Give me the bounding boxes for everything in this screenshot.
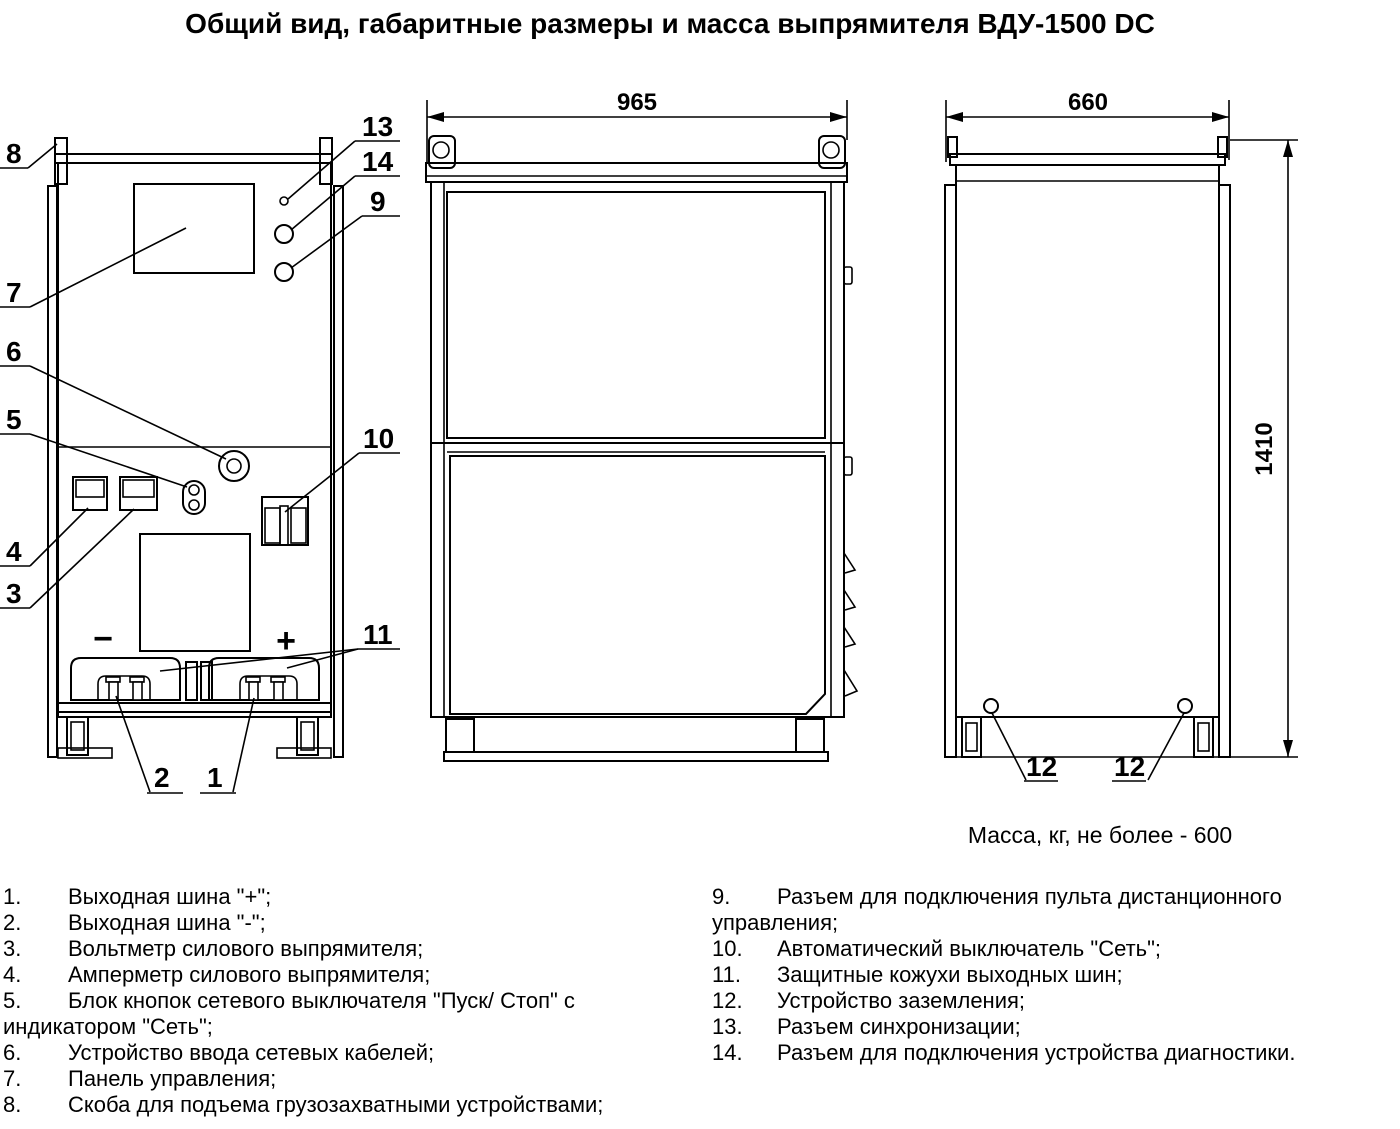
callout-14: 14: [362, 146, 394, 177]
dimension-1410: 1410: [1251, 422, 1278, 476]
legend-item-number: 4.: [3, 962, 22, 987]
callout-7: 7: [6, 277, 22, 308]
output-bus-cover-minus: [71, 658, 180, 700]
legend-item-number: 11.: [712, 962, 741, 987]
legend-item-text: Устройство ввода сетевых кабелей;: [68, 1040, 435, 1065]
legend-item-4: [3, 962, 671, 988]
side-lower-door: [450, 456, 825, 714]
legend-item-14: [712, 1040, 1352, 1066]
lifting-bar: [55, 154, 332, 163]
legend-left-column: [3, 884, 671, 1118]
output-bus-bar-plus: [201, 662, 212, 700]
legend-item-12: [712, 988, 1352, 1014]
legend-item-9: [712, 884, 1352, 936]
legend-item-text: Панель управления;: [68, 1066, 277, 1091]
back-rail-left: [945, 185, 956, 757]
callout-8: 8: [6, 138, 22, 169]
legend-item-text: Защитные кожухи выходных шин;: [777, 962, 1123, 987]
hinge-tab-lower: [844, 457, 852, 475]
width-dimension-back: [946, 89, 1229, 162]
side-foot-front: [446, 719, 474, 752]
back-top-bar: [950, 154, 1225, 165]
legend-item-text: Выходная шина "-";: [68, 910, 266, 935]
legend-item-7: [3, 1066, 671, 1092]
legend-item-2: [3, 910, 671, 936]
back-foot-left: [962, 717, 981, 757]
minus-polarity-label: −: [93, 620, 113, 658]
legend-item-13: [712, 1014, 1352, 1040]
legend-item-number: 12.: [712, 988, 743, 1013]
legend-item-10: [712, 936, 1352, 962]
grounding-bolt-right: [1178, 699, 1192, 713]
control-panel: [134, 184, 254, 273]
cabinet-side: [431, 182, 844, 717]
plus-polarity-label: +: [276, 622, 296, 660]
legend-item-number: 10.: [712, 936, 743, 961]
grounding-bolt-left: [984, 699, 998, 713]
mass-note: Масса, кг, не более - 600: [967, 822, 1233, 848]
side-rail-left: [48, 186, 57, 757]
legend-item-8: [3, 1092, 671, 1118]
dimension-965: 965: [616, 89, 658, 116]
legend-item-text: Амперметр силового выпрямителя;: [68, 962, 431, 987]
legend-item-text: Блок кнопок сетевого выключателя "Пуск/ Стоп" с индикатором "Сеть";: [3, 988, 575, 1039]
callout-10: 10: [363, 423, 395, 454]
cable-entry-gland: [219, 451, 249, 481]
dimension-660: 660: [1067, 89, 1109, 116]
height-dimension: [950, 140, 1298, 757]
front-base: [58, 703, 331, 717]
side-upper-door: [447, 192, 825, 438]
callout-6: 6: [6, 336, 22, 367]
ammeter: [73, 477, 107, 510]
legend-item-number: 6.: [3, 1040, 22, 1065]
back-rail-right: [1219, 185, 1230, 757]
legend-item-number: 5.: [3, 988, 22, 1013]
drawing-title: Общий вид, габаритные размеры и масса выпрямителя ВДУ-1500 DC: [185, 8, 1155, 39]
callout-5: 5: [6, 404, 22, 435]
legend-item-number: 14.: [712, 1040, 743, 1065]
callout-4: 4: [6, 536, 22, 567]
legend-item-text: Выходная шина "+";: [68, 884, 272, 909]
legend-item-5: [3, 988, 671, 1040]
diagnostics-connector: [275, 225, 293, 243]
legend-item-6: [3, 1040, 671, 1066]
legend-item-text: Разъем для подключения устройства диагностики.: [777, 1040, 1296, 1065]
legend-item-number: 7.: [3, 1066, 22, 1091]
back-view: [945, 89, 1298, 782]
legend-item-number: 3.: [3, 936, 22, 961]
callout-11: 11: [363, 619, 393, 650]
legend-item-text: Устройство заземления;: [777, 988, 1026, 1013]
callout-12-left: 12: [1026, 751, 1058, 782]
sync-connector: [280, 197, 288, 205]
side-top-bar: [426, 163, 847, 182]
hinge-tab-upper: [844, 267, 852, 284]
legend-item-text: Разъем для подключения пульта дистанционного управления;: [712, 884, 1282, 935]
side-foot-rear: [796, 719, 824, 752]
cabinet-back: [956, 165, 1219, 717]
callout-13: 13: [362, 111, 394, 142]
callout-9: 9: [370, 186, 386, 217]
front-foot-left: [67, 717, 88, 755]
callout-1: 1: [207, 762, 223, 793]
ventilation-louvers: [844, 553, 857, 696]
side-skid: [444, 752, 828, 761]
back-foot-right: [1194, 717, 1213, 757]
legend-item-text: Скоба для подъема грузозахватными устройствами;: [68, 1092, 604, 1117]
legend-item-number: 1.: [3, 884, 22, 909]
side-view: [426, 89, 857, 761]
legend-item-3: [3, 936, 671, 962]
legend-right-column: [712, 884, 1352, 1066]
callout-2: 2: [154, 762, 170, 793]
front-lower-box: [140, 534, 250, 651]
width-dimension-side: [427, 89, 847, 163]
legend-item-text: Автоматический выключатель "Сеть";: [777, 936, 1162, 961]
remote-control-connector: [275, 263, 293, 281]
callout-12-right: 12: [1114, 751, 1146, 782]
legend-item-1: [3, 884, 671, 910]
legend-item-number: 9.: [712, 884, 731, 909]
legend-item-number: 13.: [712, 1014, 743, 1039]
legend-item-text: Разъем синхронизации;: [777, 1014, 1021, 1039]
voltmeter: [120, 477, 157, 510]
mains-circuit-breaker: [262, 497, 308, 545]
callout-3: 3: [6, 578, 22, 609]
legend-item-text: Вольтметр силового выпрямителя;: [68, 936, 424, 961]
front-foot-right: [297, 717, 318, 755]
legend-item-number: 2.: [3, 910, 22, 935]
legend-item-number: 8.: [3, 1092, 22, 1117]
legend-item-11: [712, 962, 1352, 988]
